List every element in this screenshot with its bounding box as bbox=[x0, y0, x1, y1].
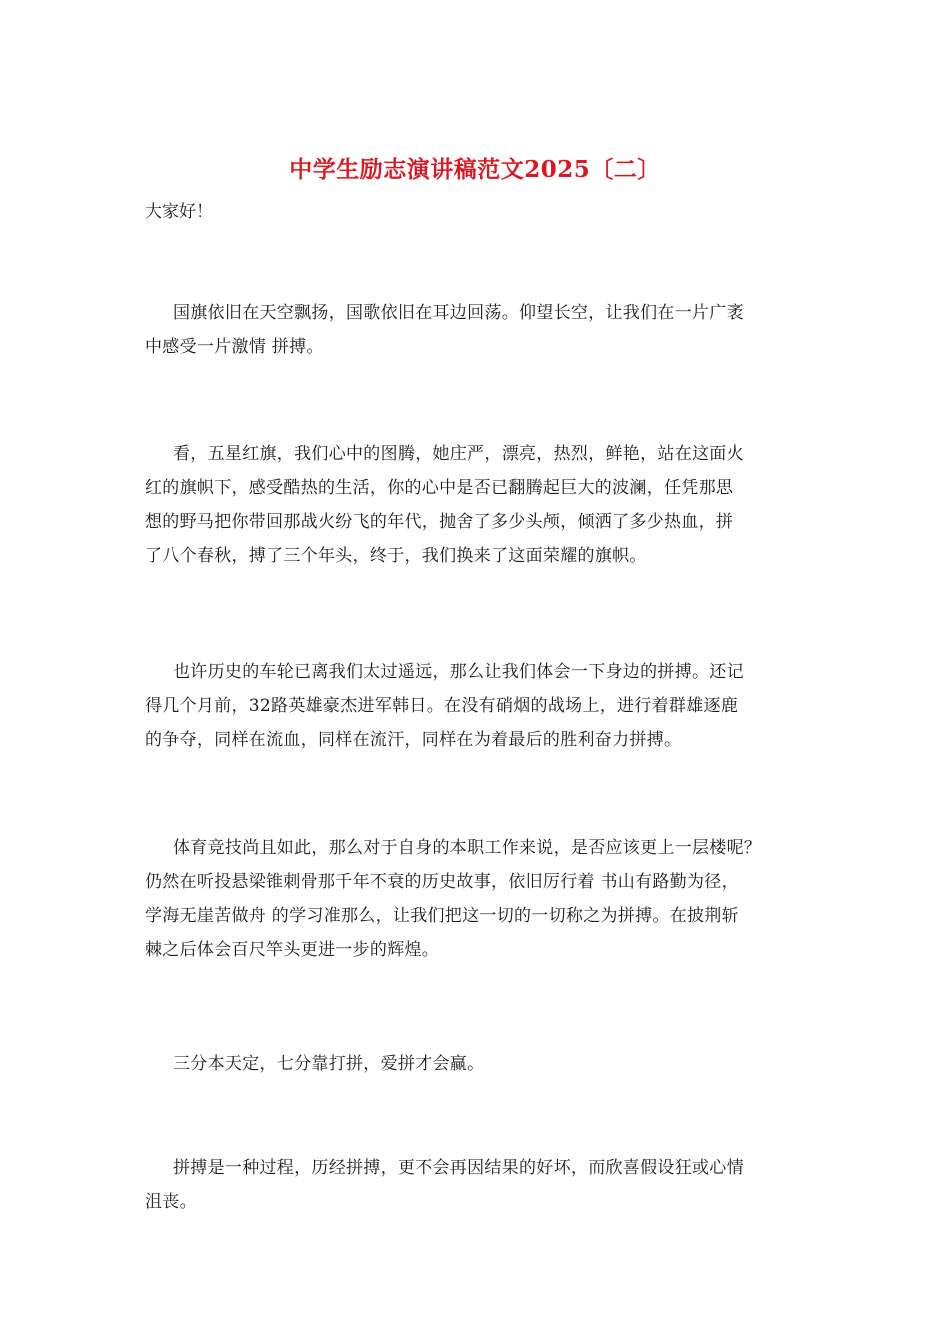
paragraph-line: 了八个春秋，搏了三个年头，终于，我们换来了这面荣耀的旗帜。 bbox=[145, 546, 647, 566]
paragraph-line: 棘之后体会百尺竿头更进一步的辉煌。 bbox=[145, 940, 440, 960]
greeting-text: 大家好！ bbox=[145, 202, 213, 222]
paragraph-line: 得几个月前，32路英雄豪杰进军韩日。在没有硝烟的战场上，进行着群雄逐鹿 bbox=[145, 696, 739, 716]
paragraph-5 bbox=[145, 1047, 815, 1081]
paragraph-line: 也许历史的车轮已离我们太过遥远，那么让我们体会一下身边的拼搏。还记 bbox=[173, 662, 744, 682]
paragraph-2 bbox=[145, 437, 815, 573]
paragraph-line: 拼搏是一种过程，历经拼搏，更不会再因结果的好坏，而欣喜假设狂或心情 bbox=[173, 1158, 744, 1178]
paragraph-line: 学海无崖苦做舟 的学习准那么，让我们把这一切的一切称之为拼搏。在披荆斩 bbox=[145, 906, 739, 926]
paragraph-3 bbox=[145, 655, 815, 757]
paragraph-line: 三分本天定，七分靠打拼，爱拼才会赢。 bbox=[173, 1054, 485, 1074]
paragraph-line: 仍然在听投悬梁锥刺骨那千年不衰的历史故事，依旧厉行着 书山有路勤为径， bbox=[145, 872, 739, 892]
paragraph-line: 体育竞技尚且如此，那么对于自身的本职工作来说，是否应该更上一层楼呢？ bbox=[173, 838, 762, 858]
paragraph-6 bbox=[145, 1151, 815, 1219]
paragraph-line: 沮丧。 bbox=[145, 1192, 197, 1212]
paragraph-4 bbox=[145, 831, 815, 967]
paragraph-line: 的争夺，同样在流血，同样在流汗，同样在为着最后的胜利奋力拼搏。 bbox=[145, 730, 682, 750]
paragraph-line: 国旗依旧在天空飘扬，国歌依旧在耳边回荡。仰望长空，让我们在一片广袤 bbox=[173, 303, 744, 323]
paragraph-line: 红的旗帜下，感受酷热的生活，你的心中是否已翻腾起巨大的波澜，任凭那思 bbox=[145, 478, 734, 498]
document-title: 中学生励志演讲稿范文2025〔二〕 bbox=[289, 156, 661, 183]
paragraph-line: 想的野马把你带回那战火纷飞的年代，抛舍了多少头颅，倾洒了多少热血，拼 bbox=[145, 512, 734, 532]
paragraph-line: 中感受一片激情 拼搏。 bbox=[145, 337, 324, 357]
paragraph-1 bbox=[145, 296, 815, 364]
paragraph-line: 看，五星红旗，我们心中的图腾，她庄严，漂亮，热烈，鲜艳，站在这面火 bbox=[173, 444, 744, 464]
